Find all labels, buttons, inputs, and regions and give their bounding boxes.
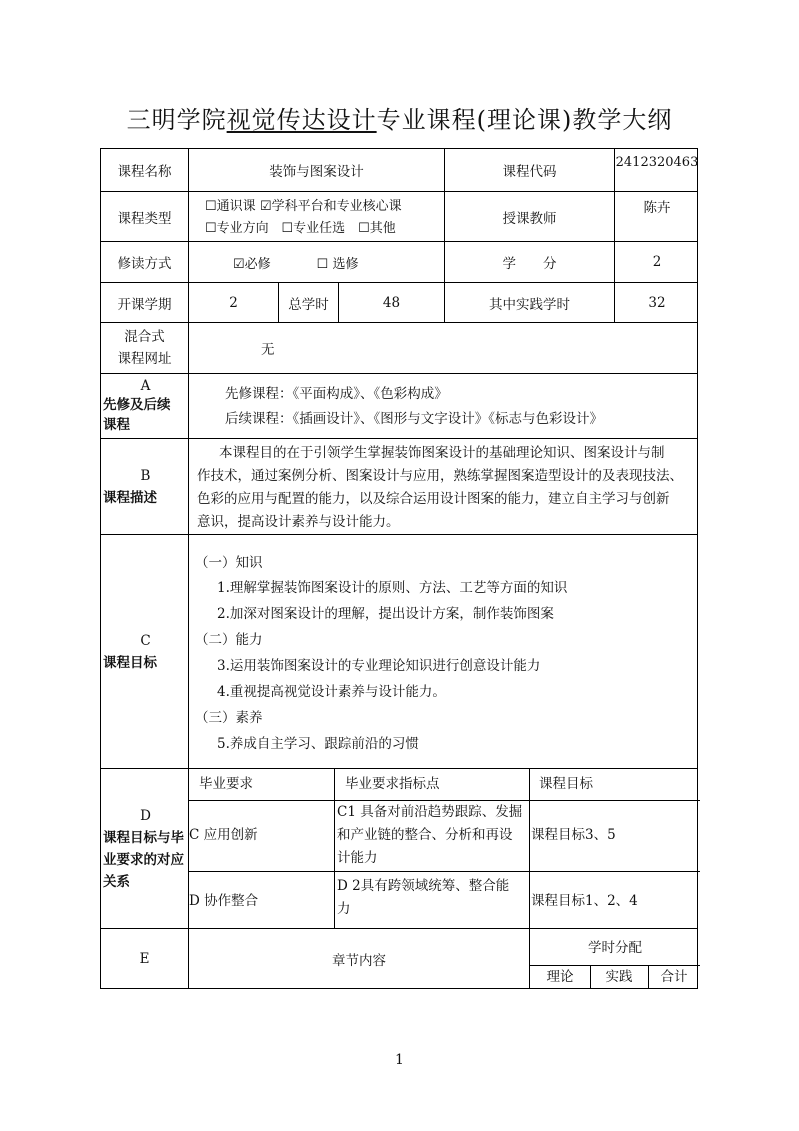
section-e-label: E: [139, 950, 150, 967]
url-label: 混合式 课程网址: [117, 329, 172, 367]
header-goal: 课程目标: [539, 776, 593, 792]
section-c: [100, 534, 698, 768]
hours-allocation: [529, 929, 699, 988]
page-number: 1: [395, 1052, 404, 1068]
section-a-content: [188, 374, 699, 438]
hours-allocation-label: 学时分配: [588, 940, 642, 956]
goal-row-1: 课程目标3、5: [531, 827, 616, 843]
header-indicator: 毕业要求指标点: [345, 776, 440, 792]
literacy-heading: （三）素养: [195, 710, 263, 726]
option-other[interactable]: ☐其他: [358, 221, 396, 236]
study-mode-row: [100, 241, 698, 282]
chapter-content-header: 章节内容: [188, 929, 529, 988]
document-title: 三明学院视觉传达设计专业课程(理论课)教学大纲: [126, 106, 673, 134]
option-general[interactable]: ☐通识课: [205, 199, 256, 214]
header-requirement: 毕业要求: [199, 776, 253, 792]
teacher-value: 陈卉: [614, 192, 699, 241]
option-direction[interactable]: ☐专业方向: [205, 221, 269, 236]
theory-label: 理论: [546, 969, 574, 985]
practice-label: 实践: [605, 969, 633, 985]
course-type-options: [188, 192, 444, 241]
course-type-row: [100, 191, 698, 241]
url-row: [100, 322, 698, 373]
credit-label: 学 分: [444, 242, 614, 282]
req-row-1: C 应用创新: [189, 827, 258, 843]
section-c-content: （一）知识 1.理解掌握装饰图案设计的原则、方法、工艺等方面的知识 2.加深对图案设计的理解，提出设计方案，制作装饰图案 （二）能力 3.运用装饰图案设计的专业理论知识进行创意设计能力 4.重视提高视觉设计素养与设计能力。 （三）素养 5.养成自主学习、跟踪前沿的习惯: [188, 535, 699, 768]
prerequisite-courses: 先修课程：《平面构成》、《色彩构成》: [225, 386, 448, 402]
teacher-label: 授课教师: [444, 192, 614, 241]
section-b: [100, 438, 698, 534]
credit-value: 2: [614, 242, 699, 282]
term-row: [100, 282, 698, 322]
section-b-label: B 课程描述: [103, 467, 157, 506]
option-optional[interactable]: ☐ 选修: [316, 256, 359, 272]
req-row-2: D 协作整合: [189, 893, 259, 909]
section-d: [100, 768, 698, 928]
course-name-label: 课程名称: [117, 164, 172, 180]
study-mode-label: 修读方式: [117, 256, 172, 272]
course-name-row: [100, 148, 698, 191]
ability-heading: （二）能力: [195, 632, 263, 648]
term-label: 开课学期: [117, 296, 172, 313]
section-a: [100, 373, 698, 438]
option-required[interactable]: ☑必修: [233, 256, 271, 272]
course-name-value: 装饰与图案设计: [188, 149, 444, 191]
term-value: 2: [188, 283, 278, 322]
practice-hours-value: 32: [614, 283, 699, 322]
option-elective[interactable]: ☐专业任选: [281, 221, 346, 236]
course-code-value: 2412320463: [614, 149, 699, 191]
goal-row-2: 课程目标1、2、4: [531, 893, 638, 909]
knowledge-heading: （一）知识: [195, 555, 263, 571]
url-value: 无: [188, 323, 699, 373]
study-mode-options: [188, 242, 444, 282]
section-d-label: D 课程目标与毕 业要求的对应 关系: [103, 807, 184, 890]
section-e: [100, 928, 698, 988]
total-hours-label: 总学时: [278, 283, 338, 322]
graduation-matrix: 毕业要求 毕业要求指标点 课程目标 C 应用创新 C1 具备对前沿趋势跟踪、发掘 和产业链的整合、分析和再设 计能力 课程目标3、5 D 协作整合 D 2具有跨领域统筹、整合能 力 课程目标1、2、4: [188, 769, 699, 928]
section-c-label: C 课程目标: [103, 632, 157, 671]
practice-hours-label: 其中实践学时: [444, 283, 614, 322]
section-b-content: 本课程目的在于引领学生掌握装饰图案设计的基础理论知识、图案设计与制 作技术，通过案例分析、图案设计与应用，熟练掌握图案造型设计的及表现技法、 色彩的应用与配置的能力，以及综合运用设计图案的能力，建立自主学习与创新 意识，提高设计素养与设计能力。: [188, 439, 699, 534]
option-core[interactable]: ☑学科平台和专业核心课: [259, 199, 402, 214]
total-hours-value: 48: [338, 283, 444, 322]
course-code-label: 课程代码: [444, 149, 614, 191]
section-a-label: A 先修及后续 课程: [103, 378, 171, 433]
follow-up-courses: 后续课程：《插画设计》、《图形与文字设计》《标志与色彩设计》: [225, 411, 603, 427]
course-type-label: 课程类型: [117, 210, 172, 227]
total-label: 合计: [660, 969, 688, 985]
